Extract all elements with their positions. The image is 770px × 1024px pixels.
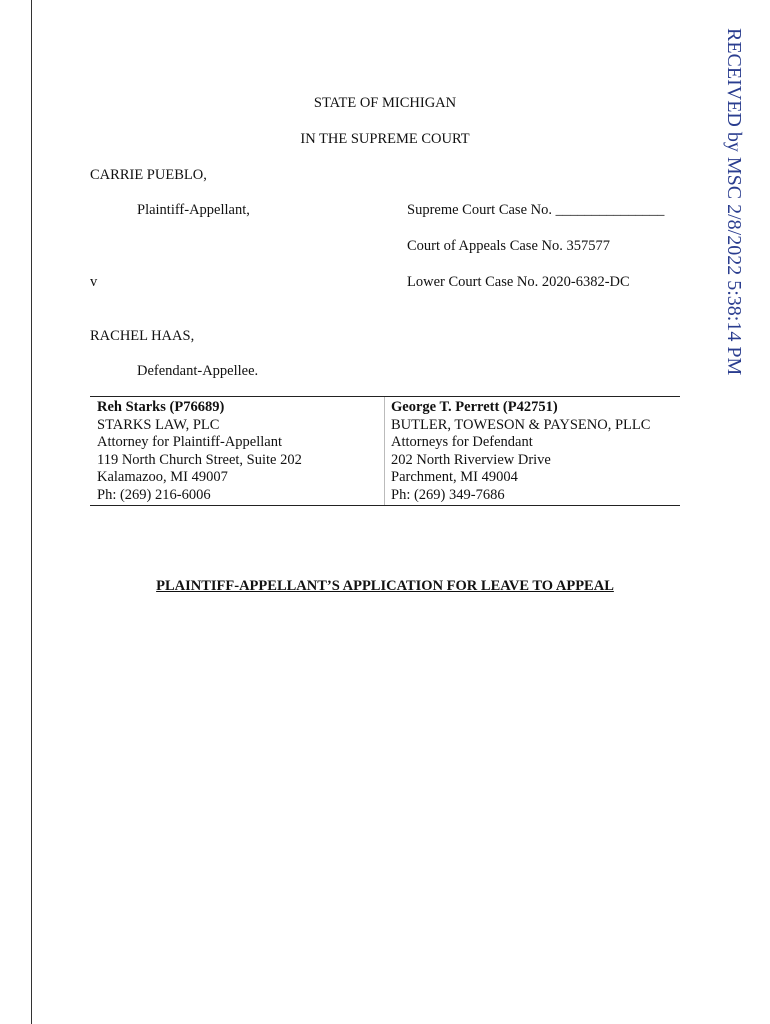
defendant-counsel-address1: 202 North Riverview Drive [391, 451, 551, 468]
defendant-counsel-firm: BUTLER, TOWESON & PAYSENO, PLLC [391, 416, 651, 433]
counsel-divider [384, 397, 385, 505]
plaintiff-counsel-firm: STARKS LAW, PLC [97, 416, 220, 433]
plaintiff-counsel-block [97, 399, 302, 504]
plaintiff-role: Plaintiff-Appellant, [137, 202, 250, 218]
supreme-court-case-number: Supreme Court Case No. _______________ [407, 202, 665, 218]
counsel-table [90, 396, 680, 506]
defendant-counsel-role: Attorneys for Defendant [391, 434, 533, 450]
received-stamp: RECEIVED by MSC 2/8/2022 5:38:14 PM [723, 28, 745, 376]
lower-court-case-number: Lower Court Case No. 2020-6382-DC [407, 274, 630, 290]
defendant-counsel-address2: Parchment, MI 49004 [391, 469, 518, 485]
plaintiff-counsel-role: Attorney for Plaintiff-Appellant [97, 434, 282, 450]
court-heading: IN THE SUPREME COURT [300, 131, 470, 147]
page-left-border [31, 0, 32, 1024]
defendant-counsel-name: George T. Perrett (P42751) [391, 399, 558, 415]
plaintiff-counsel-name: Reh Starks (P76689) [97, 399, 225, 415]
defendant-name: RACHEL HAAS, [90, 328, 195, 344]
appeals-court-case-number: Court of Appeals Case No. 357577 [407, 238, 610, 254]
defendant-counsel-block [391, 399, 650, 504]
plaintiff-counsel-phone: Ph: (269) 216-6006 [97, 486, 211, 503]
plaintiff-counsel-address1: 119 North Church Street, Suite 202 [97, 451, 302, 468]
document-title: PLAINTIFF-APPELLANT’S APPLICATION FOR LEAVE TO APPEAL [156, 578, 614, 594]
versus-label: v [90, 274, 98, 290]
plaintiff-name: CARRIE PUEBLO, [90, 167, 207, 183]
defendant-counsel-phone: Ph: (269) 349-7686 [391, 486, 505, 503]
defendant-role: Defendant-Appellee. [137, 363, 259, 379]
plaintiff-counsel-address2: Kalamazoo, MI 49007 [97, 469, 228, 485]
state-heading: STATE OF MICHIGAN [313, 95, 457, 111]
